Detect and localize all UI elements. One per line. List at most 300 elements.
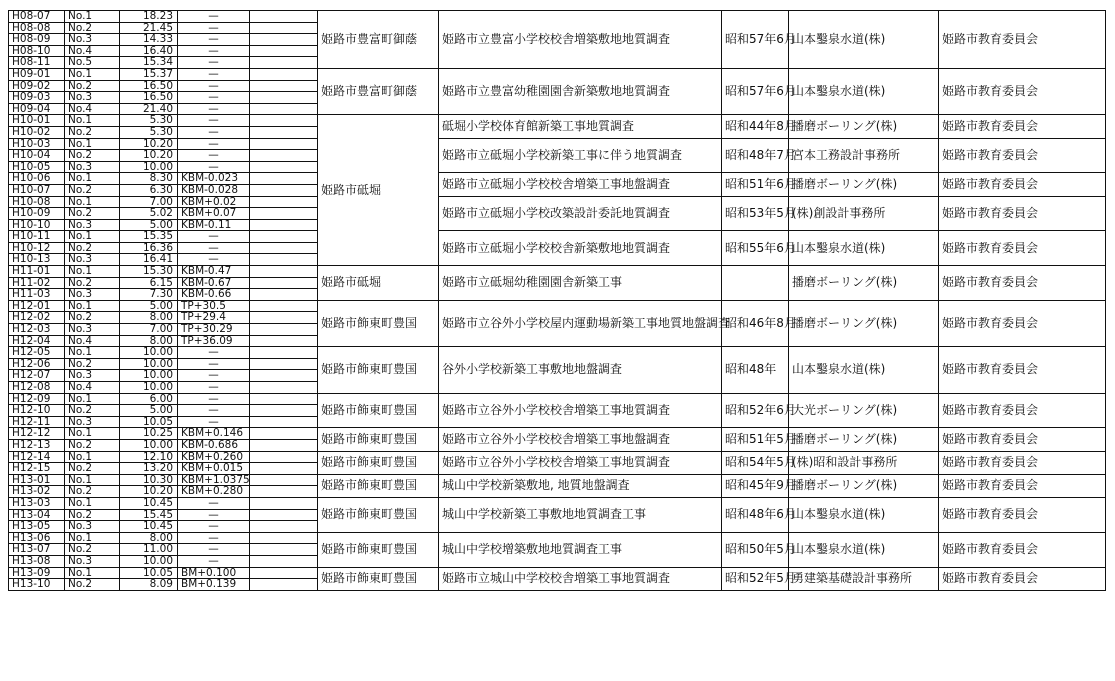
boring-id-cell: H10-02 — [9, 126, 65, 138]
blank-cell — [250, 474, 318, 486]
elevation-cell: — — [178, 416, 250, 428]
contractor-cell: 播磨ボーリング(株) — [789, 300, 939, 346]
blank-cell — [250, 509, 318, 521]
elevation-cell: — — [178, 509, 250, 521]
blank-cell — [250, 451, 318, 463]
survey-title-cell: 城山中学校新築敷地, 地質地盤調査 — [439, 474, 722, 497]
table-row — [9, 474, 1106, 486]
survey-date-cell: 昭和52年5月 — [722, 567, 789, 590]
elevation-cell: — — [178, 45, 250, 57]
contractor-cell: 山本鑿泉水道(株) — [789, 231, 939, 266]
survey-title-cell: 砥堀小学校体育館新築工事地質調査 — [439, 115, 722, 138]
survey-title-cell: 谷外小学校新築工事敷地地盤調査 — [439, 347, 722, 393]
boring-id-cell: H13-04 — [9, 509, 65, 521]
location-cell: 姫路市飾東町豊国 — [318, 428, 439, 451]
elevation-cell: KBM+1.0375 — [178, 474, 250, 486]
boring-id-cell: H08-09 — [9, 34, 65, 46]
boring-id-cell: H09-02 — [9, 80, 65, 92]
blank-cell — [250, 521, 318, 533]
boring-number-cell: No.3 — [65, 416, 120, 428]
boring-id-cell: H10-05 — [9, 161, 65, 173]
depth-cell: 15.37 — [120, 68, 178, 80]
boring-number-cell: No.2 — [65, 312, 120, 324]
survey-date-cell: 昭和48年7月 — [722, 138, 789, 173]
blank-cell — [250, 277, 318, 289]
survey-title-cell: 姫路市立豊富小学校校舎増築敷地地質調査 — [439, 11, 722, 69]
elevation-cell: KBM-0.66 — [178, 289, 250, 301]
depth-cell: 16.41 — [120, 254, 178, 266]
elevation-cell: KBM+0.146 — [178, 428, 250, 440]
depth-cell: 7.00 — [120, 196, 178, 208]
boring-id-cell: H12-08 — [9, 382, 65, 394]
survey-title-cell: 姫路市立谷外小学校校舎増築工事地質調査 — [439, 393, 722, 428]
survey-table-container — [8, 10, 1105, 676]
boring-id-cell: H10-07 — [9, 184, 65, 196]
elevation-cell: KBM+0.015 — [178, 463, 250, 475]
blank-cell — [250, 439, 318, 451]
table-row — [9, 532, 1106, 544]
boring-id-cell: H13-10 — [9, 579, 65, 591]
location-cell: 姫路市飾東町豊国 — [318, 451, 439, 474]
blank-cell — [250, 173, 318, 185]
depth-cell: 13.20 — [120, 463, 178, 475]
table-row — [9, 393, 1106, 405]
survey-date-cell: 昭和54年5月 — [722, 451, 789, 474]
boring-number-cell: No.3 — [65, 555, 120, 567]
table-row — [9, 300, 1106, 312]
blank-cell — [250, 393, 318, 405]
elevation-cell: — — [178, 497, 250, 509]
boring-number-cell: No.3 — [65, 219, 120, 231]
survey-date-cell: 昭和57年6月 — [722, 11, 789, 69]
contractor-cell: 大光ボーリング(株) — [789, 393, 939, 428]
location-cell: 姫路市飾東町豊国 — [318, 347, 439, 393]
boring-id-cell: H10-04 — [9, 150, 65, 162]
blank-cell — [250, 242, 318, 254]
boring-number-cell: No.2 — [65, 126, 120, 138]
boring-number-cell: No.2 — [65, 509, 120, 521]
contractor-cell: 宮本工務設計事務所 — [789, 138, 939, 173]
boring-id-cell: H10-06 — [9, 173, 65, 185]
location-cell: 姫路市砥堀 — [318, 266, 439, 301]
blank-cell — [250, 11, 318, 23]
blank-cell — [250, 184, 318, 196]
elevation-cell: — — [178, 138, 250, 150]
contractor-cell: 播磨ボーリング(株) — [789, 428, 939, 451]
boring-id-cell: H13-05 — [9, 521, 65, 533]
elevation-cell: BM+0.100 — [178, 567, 250, 579]
blank-cell — [250, 405, 318, 417]
depth-cell: 6.30 — [120, 184, 178, 196]
client-cell: 姫路市教育委員会 — [939, 428, 1106, 451]
boring-number-cell: No.1 — [65, 115, 120, 127]
survey-title-cell: 姫路市立豊富幼稚園園舎新築敷地地質調査 — [439, 68, 722, 114]
client-cell: 姫路市教育委員会 — [939, 231, 1106, 266]
elevation-cell: — — [178, 103, 250, 115]
table-row — [9, 138, 1106, 150]
client-cell: 姫路市教育委員会 — [939, 68, 1106, 114]
blank-cell — [250, 161, 318, 173]
blank-cell — [250, 300, 318, 312]
client-cell: 姫路市教育委員会 — [939, 138, 1106, 173]
boring-number-cell: No.1 — [65, 393, 120, 405]
survey-date-cell: 昭和48年 — [722, 347, 789, 393]
survey-date-cell: 昭和46年8月 — [722, 300, 789, 346]
elevation-cell: — — [178, 393, 250, 405]
contractor-cell: 山本鑿泉水道(株) — [789, 347, 939, 393]
boring-id-cell: H10-11 — [9, 231, 65, 243]
boring-number-cell: No.2 — [65, 405, 120, 417]
blank-cell — [250, 416, 318, 428]
client-cell: 姫路市教育委員会 — [939, 567, 1106, 590]
contractor-cell: 播磨ボーリング(株) — [789, 266, 939, 301]
boring-id-cell: H12-10 — [9, 405, 65, 417]
location-cell: 姫路市飾東町豊国 — [318, 532, 439, 567]
elevation-cell: — — [178, 347, 250, 359]
location-cell: 姫路市飾東町豊国 — [318, 474, 439, 497]
boring-number-cell: No.1 — [65, 474, 120, 486]
survey-date-cell: 昭和44年8月 — [722, 115, 789, 138]
elevation-cell: — — [178, 555, 250, 567]
depth-cell: 10.00 — [120, 161, 178, 173]
survey-date-cell: 昭和48年6月 — [722, 497, 789, 532]
elevation-cell: TP+30.5 — [178, 300, 250, 312]
blank-cell — [250, 150, 318, 162]
boring-id-cell: H11-02 — [9, 277, 65, 289]
depth-cell: 11.00 — [120, 544, 178, 556]
blank-cell — [250, 532, 318, 544]
boring-number-cell: No.1 — [65, 231, 120, 243]
depth-cell: 18.23 — [120, 11, 178, 23]
elevation-cell: — — [178, 22, 250, 34]
boring-number-cell: No.1 — [65, 497, 120, 509]
location-cell: 姫路市豊富町御蔭 — [318, 68, 439, 114]
depth-cell: 16.50 — [120, 80, 178, 92]
contractor-cell: 山本鑿泉水道(株) — [789, 497, 939, 532]
boring-number-cell: No.2 — [65, 439, 120, 451]
survey-date-cell: 昭和52年6月 — [722, 393, 789, 428]
elevation-cell: TP+36.09 — [178, 335, 250, 347]
boring-number-cell: No.2 — [65, 277, 120, 289]
elevation-cell: — — [178, 11, 250, 23]
boring-id-cell: H12-06 — [9, 358, 65, 370]
boring-id-cell: H10-10 — [9, 219, 65, 231]
elevation-cell: — — [178, 382, 250, 394]
boring-id-cell: H12-13 — [9, 439, 65, 451]
depth-cell: 16.36 — [120, 242, 178, 254]
client-cell: 姫路市教育委員会 — [939, 451, 1106, 474]
blank-cell — [250, 115, 318, 127]
blank-cell — [250, 22, 318, 34]
boring-id-cell: H13-08 — [9, 555, 65, 567]
depth-cell: 10.05 — [120, 416, 178, 428]
survey-date-cell: 昭和53年5月 — [722, 196, 789, 231]
boring-number-cell: No.3 — [65, 34, 120, 46]
depth-cell: 15.34 — [120, 57, 178, 69]
survey-date-cell: 昭和51年5月 — [722, 428, 789, 451]
depth-cell: 21.45 — [120, 22, 178, 34]
boring-id-cell: H10-08 — [9, 196, 65, 208]
depth-cell: 5.30 — [120, 115, 178, 127]
boring-id-cell: H12-07 — [9, 370, 65, 382]
blank-cell — [250, 254, 318, 266]
boring-number-cell: No.1 — [65, 428, 120, 440]
boring-id-cell: H08-08 — [9, 22, 65, 34]
depth-cell: 8.30 — [120, 173, 178, 185]
client-cell: 姫路市教育委員会 — [939, 532, 1106, 567]
blank-cell — [250, 312, 318, 324]
elevation-cell: — — [178, 161, 250, 173]
elevation-cell: KBM+0.02 — [178, 196, 250, 208]
blank-cell — [250, 579, 318, 591]
boring-id-cell: H12-01 — [9, 300, 65, 312]
elevation-cell: KBM-0.47 — [178, 266, 250, 278]
elevation-cell: KBM+0.07 — [178, 208, 250, 220]
survey-title-cell: 姫路市立砥堀小学校校舎増築工事地盤調査 — [439, 173, 722, 196]
boring-number-cell: No.1 — [65, 196, 120, 208]
elevation-cell: — — [178, 242, 250, 254]
client-cell: 姫路市教育委員会 — [939, 300, 1106, 346]
boring-id-cell: H12-09 — [9, 393, 65, 405]
boring-id-cell: H10-13 — [9, 254, 65, 266]
depth-cell: 10.00 — [120, 370, 178, 382]
boring-number-cell: No.2 — [65, 208, 120, 220]
elevation-cell: TP+29.4 — [178, 312, 250, 324]
depth-cell: 14.33 — [120, 34, 178, 46]
elevation-cell: — — [178, 34, 250, 46]
depth-cell: 10.00 — [120, 358, 178, 370]
elevation-cell: — — [178, 370, 250, 382]
table-row — [9, 11, 1106, 23]
elevation-cell: BM+0.139 — [178, 579, 250, 591]
location-cell: 姫路市飾東町豊国 — [318, 300, 439, 346]
boring-number-cell: No.4 — [65, 103, 120, 115]
depth-cell: 10.00 — [120, 439, 178, 451]
survey-date-cell: 昭和45年9月 — [722, 474, 789, 497]
depth-cell: 8.00 — [120, 532, 178, 544]
boring-id-cell: H08-10 — [9, 45, 65, 57]
boring-number-cell: No.2 — [65, 463, 120, 475]
boring-id-cell: H11-01 — [9, 266, 65, 278]
contractor-cell: 播磨ボーリング(株) — [789, 115, 939, 138]
contractor-cell: 山本鑿泉水道(株) — [789, 11, 939, 69]
survey-title-cell: 姫路市立谷外小学校屋内運動場新築工事地質地盤調査 — [439, 300, 722, 346]
elevation-cell: — — [178, 57, 250, 69]
boring-number-cell: No.4 — [65, 335, 120, 347]
survey-title-cell: 姫路市立谷外小学校校舎増築工事地盤調査 — [439, 428, 722, 451]
depth-cell: 10.20 — [120, 138, 178, 150]
depth-cell: 16.40 — [120, 45, 178, 57]
blank-cell — [250, 347, 318, 359]
blank-cell — [250, 219, 318, 231]
blank-cell — [250, 138, 318, 150]
survey-title-cell: 姫路市立城山中学校校舎増築工事地質調査 — [439, 567, 722, 590]
elevation-cell: — — [178, 521, 250, 533]
blank-cell — [250, 463, 318, 475]
boring-number-cell: No.1 — [65, 347, 120, 359]
contractor-cell: 播磨ボーリング(株) — [789, 173, 939, 196]
depth-cell: 16.50 — [120, 92, 178, 104]
contractor-cell: (株)昭和設計事務所 — [789, 451, 939, 474]
boring-number-cell: No.3 — [65, 161, 120, 173]
boring-number-cell: No.2 — [65, 80, 120, 92]
client-cell: 姫路市教育委員会 — [939, 11, 1106, 69]
boring-number-cell: No.4 — [65, 45, 120, 57]
survey-date-cell: 昭和50年5月 — [722, 532, 789, 567]
depth-cell: 10.25 — [120, 428, 178, 440]
blank-cell — [250, 103, 318, 115]
boring-id-cell: H08-11 — [9, 57, 65, 69]
elevation-cell: — — [178, 92, 250, 104]
boring-id-cell: H09-03 — [9, 92, 65, 104]
boring-number-cell: No.3 — [65, 289, 120, 301]
elevation-cell: — — [178, 532, 250, 544]
depth-cell: 5.00 — [120, 219, 178, 231]
depth-cell: 10.00 — [120, 347, 178, 359]
boring-survey-table — [8, 10, 1106, 591]
blank-cell — [250, 34, 318, 46]
boring-number-cell: No.1 — [65, 532, 120, 544]
contractor-cell: 山本鑿泉水道(株) — [789, 68, 939, 114]
table-row — [9, 451, 1106, 463]
boring-id-cell: H12-15 — [9, 463, 65, 475]
depth-cell: 10.00 — [120, 555, 178, 567]
boring-number-cell: No.5 — [65, 57, 120, 69]
elevation-cell: — — [178, 405, 250, 417]
depth-cell: 5.02 — [120, 208, 178, 220]
depth-cell: 6.15 — [120, 277, 178, 289]
elevation-cell: — — [178, 231, 250, 243]
contractor-cell: 勇建築基礎設計事務所 — [789, 567, 939, 590]
boring-id-cell: H08-07 — [9, 11, 65, 23]
boring-number-cell: No.1 — [65, 138, 120, 150]
client-cell: 姫路市教育委員会 — [939, 474, 1106, 497]
depth-cell: 15.35 — [120, 231, 178, 243]
table-row — [9, 428, 1106, 440]
table-row — [9, 173, 1106, 185]
boring-number-cell: No.2 — [65, 22, 120, 34]
contractor-cell: (株)創設計事務所 — [789, 196, 939, 231]
blank-cell — [250, 486, 318, 498]
location-cell: 姫路市砥堀 — [318, 115, 439, 266]
depth-cell: 5.30 — [120, 126, 178, 138]
blank-cell — [250, 45, 318, 57]
boring-number-cell: No.3 — [65, 254, 120, 266]
boring-number-cell: No.2 — [65, 184, 120, 196]
blank-cell — [250, 208, 318, 220]
depth-cell: 12.10 — [120, 451, 178, 463]
elevation-cell: — — [178, 254, 250, 266]
boring-number-cell: No.3 — [65, 92, 120, 104]
survey-title-cell: 姫路市立谷外小学校校舎増築工事地質調査 — [439, 451, 722, 474]
boring-number-cell: No.1 — [65, 567, 120, 579]
boring-id-cell: H13-09 — [9, 567, 65, 579]
boring-number-cell: No.2 — [65, 358, 120, 370]
blank-cell — [250, 57, 318, 69]
elevation-cell: — — [178, 68, 250, 80]
survey-title-cell: 姫路市立砥堀小学校新築工事に伴う地質調査 — [439, 138, 722, 173]
boring-id-cell: H13-06 — [9, 532, 65, 544]
elevation-cell: KBM+0.280 — [178, 486, 250, 498]
blank-cell — [250, 428, 318, 440]
table-row — [9, 115, 1106, 127]
survey-date-cell: 昭和51年6月 — [722, 173, 789, 196]
blank-cell — [250, 497, 318, 509]
table-row — [9, 196, 1106, 208]
boring-number-cell: No.1 — [65, 300, 120, 312]
blank-cell — [250, 370, 318, 382]
elevation-cell: KBM-0.023 — [178, 173, 250, 185]
elevation-cell: KBM-0.11 — [178, 219, 250, 231]
depth-cell: 10.05 — [120, 567, 178, 579]
boring-id-cell: H10-03 — [9, 138, 65, 150]
boring-number-cell: No.2 — [65, 150, 120, 162]
blank-cell — [250, 68, 318, 80]
boring-id-cell: H12-04 — [9, 335, 65, 347]
survey-date-cell: 昭和57年6月 — [722, 68, 789, 114]
contractor-cell: 播磨ボーリング(株) — [789, 474, 939, 497]
boring-id-cell: H13-02 — [9, 486, 65, 498]
client-cell: 姫路市教育委員会 — [939, 347, 1106, 393]
depth-cell: 15.45 — [120, 509, 178, 521]
boring-id-cell: H12-02 — [9, 312, 65, 324]
blank-cell — [250, 382, 318, 394]
boring-number-cell: No.1 — [65, 451, 120, 463]
table-row — [9, 68, 1106, 80]
boring-number-cell: No.2 — [65, 486, 120, 498]
boring-id-cell: H13-01 — [9, 474, 65, 486]
table-row — [9, 231, 1106, 243]
boring-number-cell: No.1 — [65, 173, 120, 185]
location-cell: 姫路市豊富町御蔭 — [318, 11, 439, 69]
elevation-cell: TP+30.29 — [178, 324, 250, 336]
depth-cell: 7.00 — [120, 324, 178, 336]
survey-date-cell — [722, 266, 789, 301]
table-row — [9, 266, 1106, 278]
contractor-cell: 山本鑿泉水道(株) — [789, 532, 939, 567]
depth-cell: 10.00 — [120, 382, 178, 394]
blank-cell — [250, 335, 318, 347]
depth-cell: 7.30 — [120, 289, 178, 301]
depth-cell: 6.00 — [120, 393, 178, 405]
depth-cell: 8.00 — [120, 335, 178, 347]
boring-id-cell: H12-03 — [9, 324, 65, 336]
elevation-cell: — — [178, 358, 250, 370]
blank-cell — [250, 126, 318, 138]
elevation-cell: KBM+0.260 — [178, 451, 250, 463]
client-cell: 姫路市教育委員会 — [939, 173, 1106, 196]
client-cell: 姫路市教育委員会 — [939, 393, 1106, 428]
boring-id-cell: H12-11 — [9, 416, 65, 428]
boring-id-cell: H09-01 — [9, 68, 65, 80]
elevation-cell: KBM-0.686 — [178, 439, 250, 451]
depth-cell: 8.00 — [120, 312, 178, 324]
boring-id-cell: H12-05 — [9, 347, 65, 359]
boring-number-cell: No.1 — [65, 11, 120, 23]
depth-cell: 15.30 — [120, 266, 178, 278]
blank-cell — [250, 324, 318, 336]
blank-cell — [250, 544, 318, 556]
boring-id-cell: H12-12 — [9, 428, 65, 440]
boring-id-cell: H12-14 — [9, 451, 65, 463]
depth-cell: 10.20 — [120, 150, 178, 162]
blank-cell — [250, 231, 318, 243]
depth-cell: 10.45 — [120, 497, 178, 509]
table-row — [9, 567, 1106, 579]
boring-id-cell: H10-12 — [9, 242, 65, 254]
client-cell: 姫路市教育委員会 — [939, 266, 1106, 301]
location-cell: 姫路市飾東町豊国 — [318, 567, 439, 590]
